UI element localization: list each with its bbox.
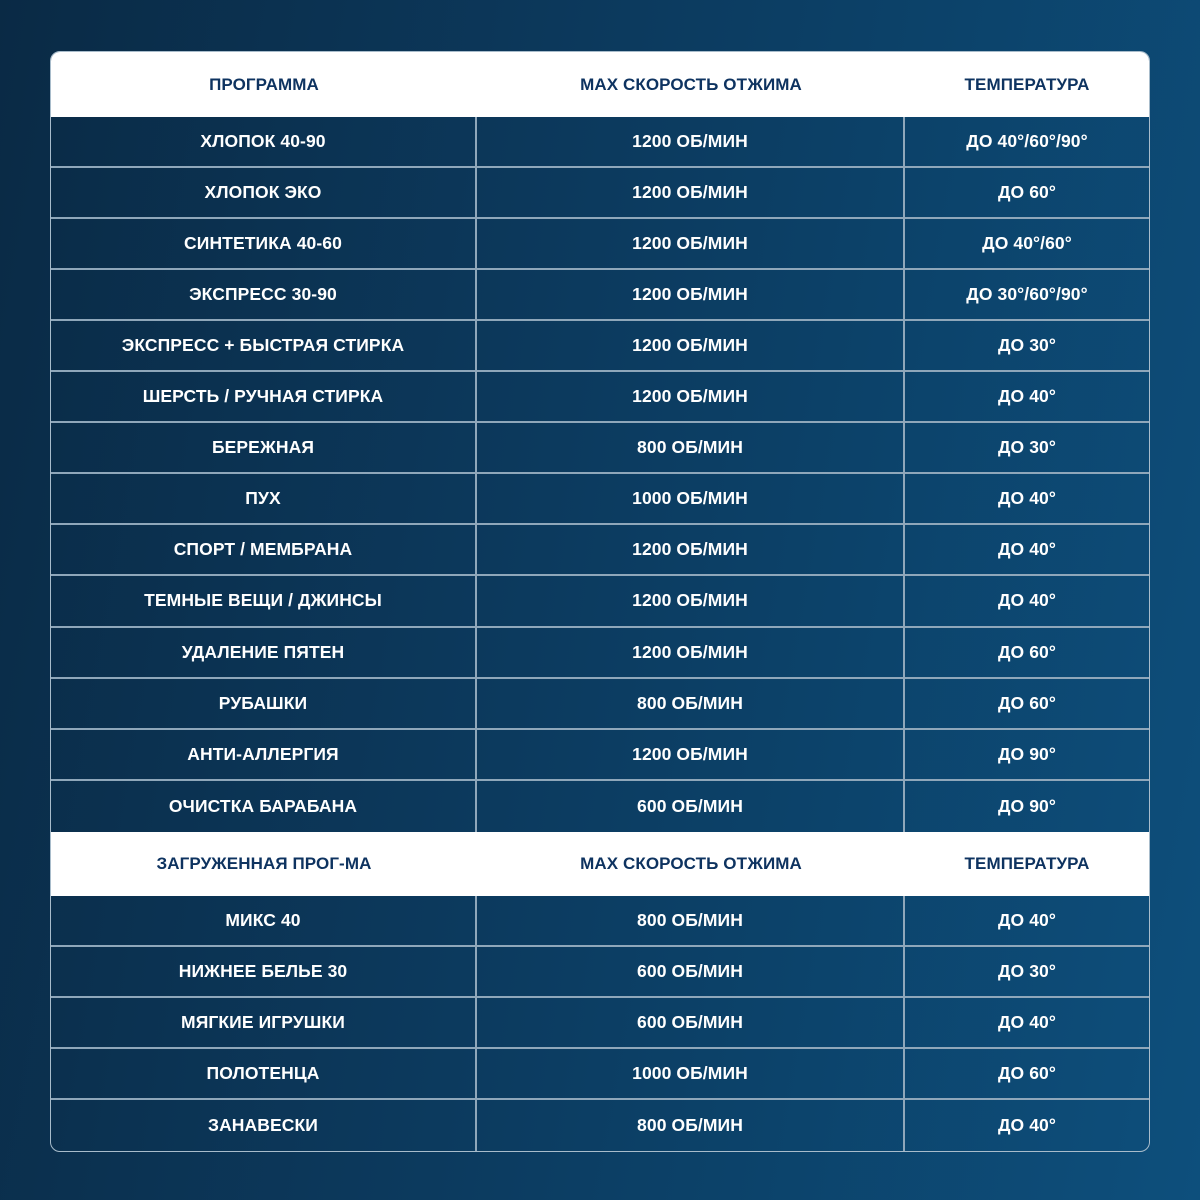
cell-temperature: ДО 40° xyxy=(905,896,1149,947)
cell-max-spin-speed: 1200 ОБ/МИН xyxy=(477,576,905,627)
cell-temperature: ДО 40°/60° xyxy=(905,219,1149,270)
cell-temperature: ДО 40° xyxy=(905,998,1149,1049)
cell-program: ЗАНАВЕСКИ xyxy=(51,1100,477,1151)
cell-temperature: ДО 40° xyxy=(905,474,1149,525)
cell-max-spin-speed: 600 ОБ/МИН xyxy=(477,947,905,998)
cell-program: ЭКСПРЕСС 30-90 xyxy=(51,270,477,321)
cell-temperature: ДО 60° xyxy=(905,679,1149,730)
cell-max-spin-speed: 1200 ОБ/МИН xyxy=(477,525,905,576)
cell-max-spin-speed: 600 ОБ/МИН xyxy=(477,781,905,832)
cell-max-spin-speed: 1000 ОБ/МИН xyxy=(477,1049,905,1100)
cell-max-spin-speed: 1200 ОБ/МИН xyxy=(477,219,905,270)
cell-temperature: ДО 60° xyxy=(905,168,1149,219)
cell-max-spin-speed: 800 ОБ/МИН xyxy=(477,1100,905,1151)
cell-program: РУБАШКИ xyxy=(51,679,477,730)
cell-max-spin-speed: 1200 ОБ/МИН xyxy=(477,730,905,781)
cell-max-spin-speed: 1000 ОБ/МИН xyxy=(477,474,905,525)
cell-temperature: ДО 40° xyxy=(905,525,1149,576)
cell-program: ХЛОПОК 40-90 xyxy=(51,117,477,168)
header-program: ЗАГРУЖЕННАЯ ПРОГ-МА xyxy=(51,832,477,896)
cell-program: ТЕМНЫЕ ВЕЩИ / ДЖИНСЫ xyxy=(51,576,477,627)
cell-max-spin-speed: 800 ОБ/МИН xyxy=(477,896,905,947)
cell-temperature: ДО 60° xyxy=(905,628,1149,679)
cell-temperature: ДО 40°/60°/90° xyxy=(905,117,1149,168)
cell-max-spin-speed: 600 ОБ/МИН xyxy=(477,998,905,1049)
programs-table xyxy=(50,51,1150,1152)
cell-max-spin-speed: 800 ОБ/МИН xyxy=(477,679,905,730)
cell-temperature: ДО 30° xyxy=(905,321,1149,372)
header-program: ПРОГРАММА xyxy=(51,52,477,117)
cell-program: МИКС 40 xyxy=(51,896,477,947)
cell-max-spin-speed: 1200 ОБ/МИН xyxy=(477,117,905,168)
cell-temperature: ДО 60° xyxy=(905,1049,1149,1100)
cell-program: УДАЛЕНИЕ ПЯТЕН xyxy=(51,628,477,679)
cell-max-spin-speed: 1200 ОБ/МИН xyxy=(477,270,905,321)
cell-max-spin-speed: 1200 ОБ/МИН xyxy=(477,372,905,423)
header-temperature: ТЕМПЕРАТУРА xyxy=(905,52,1149,117)
cell-program: ПУХ xyxy=(51,474,477,525)
cell-program: ХЛОПОК ЭКО xyxy=(51,168,477,219)
cell-program: ЭКСПРЕСС + БЫСТРАЯ СТИРКА xyxy=(51,321,477,372)
cell-program: ПОЛОТЕНЦА xyxy=(51,1049,477,1100)
header-max-spin-speed: MAX СКОРОСТЬ ОТЖИМА xyxy=(477,832,905,896)
header-max-spin-speed: MAX СКОРОСТЬ ОТЖИМА xyxy=(477,52,905,117)
cell-program: АНТИ-АЛЛЕРГИЯ xyxy=(51,730,477,781)
cell-program: БЕРЕЖНАЯ xyxy=(51,423,477,474)
cell-program: СПОРТ / МЕМБРАНА xyxy=(51,525,477,576)
cell-program: МЯГКИЕ ИГРУШКИ xyxy=(51,998,477,1049)
cell-temperature: ДО 30° xyxy=(905,947,1149,998)
cell-temperature: ДО 40° xyxy=(997,1114,1056,1135)
cell-program: ОЧИСТКА БАРАБАНА xyxy=(51,781,477,832)
cell-max-spin-speed: 800 ОБ/МИН xyxy=(477,423,905,474)
cell-temperature: ДО 30° xyxy=(905,423,1149,474)
cell-max-spin-speed: 1200 ОБ/МИН xyxy=(477,321,905,372)
header-temperature: ТЕМПЕРАТУРА xyxy=(905,832,1149,896)
cell-temperature: ДО 90° xyxy=(905,730,1149,781)
cell-temperature: ДО 90° xyxy=(997,795,1056,816)
cell-program: СИНТЕТИКА 40-60 xyxy=(51,219,477,270)
cell-max-spin-speed: 1200 ОБ/МИН xyxy=(477,168,905,219)
cell-temperature: ДО 40° xyxy=(905,372,1149,423)
cell-program: ШЕРСТЬ / РУЧНАЯ СТИРКА xyxy=(51,372,477,423)
cell-program: НИЖНЕЕ БЕЛЬЕ 30 xyxy=(51,947,477,998)
cell-max-spin-speed: 1200 ОБ/МИН xyxy=(477,628,905,679)
cell-temperature: ДО 40° xyxy=(905,576,1149,627)
cell-temperature: ДО 30°/60°/90° xyxy=(905,270,1149,321)
